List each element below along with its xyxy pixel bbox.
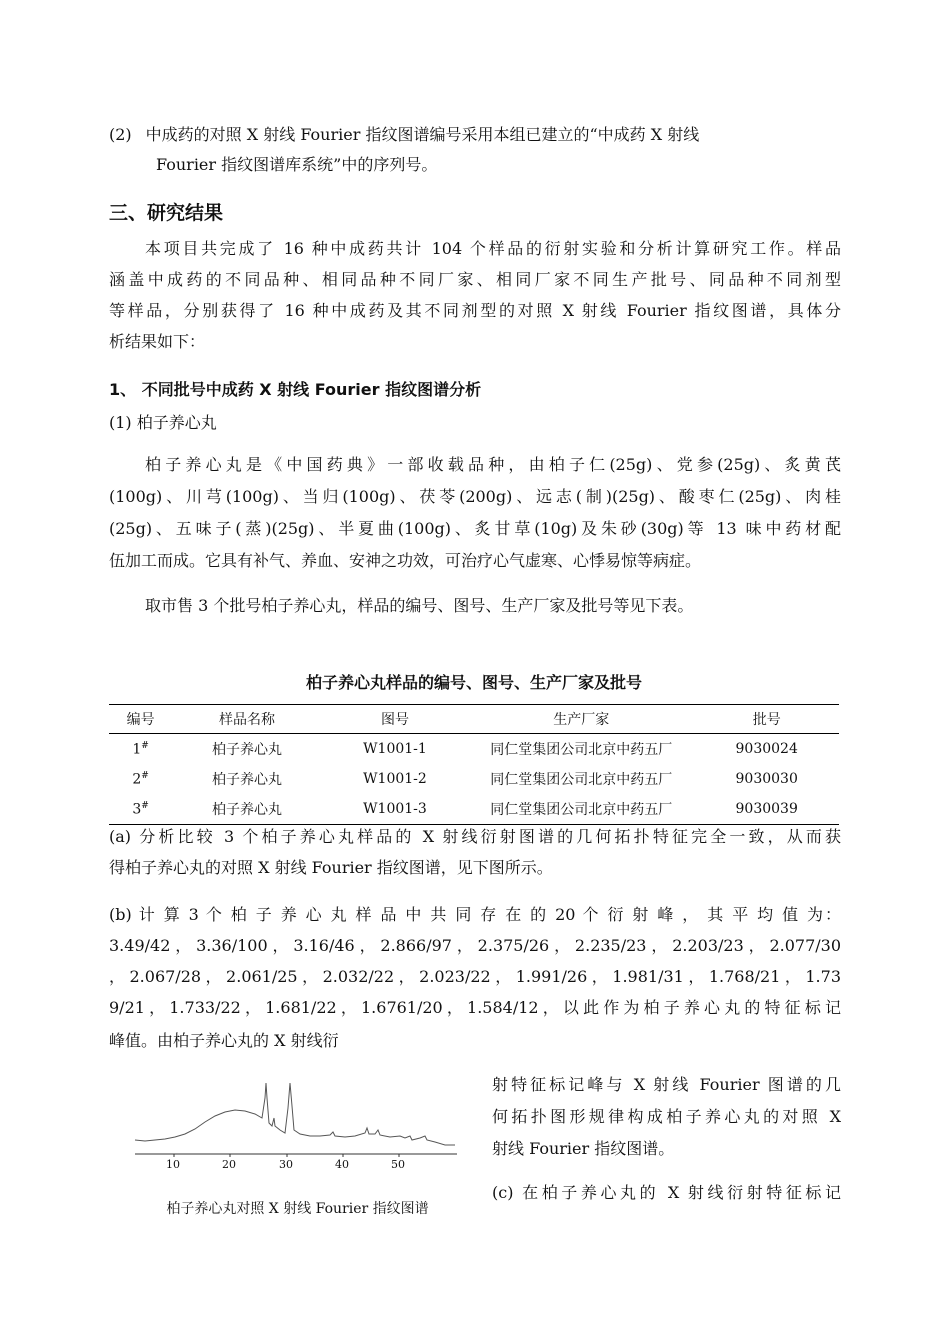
table-intro: 取市售 3 个批号柏子养心丸，样品的编号、图号、生产厂家及批号等见下表。 (145, 596, 694, 615)
item-heading: (1) 柏子养心丸 (109, 413, 217, 432)
cell-maker: 同仁堂集团公司北京中药五厂 (468, 794, 694, 825)
cell-no: 3# (109, 794, 172, 825)
cell-batch: 9030024 (735, 741, 798, 757)
xrd-figure (130, 1078, 465, 1178)
desc-line-4: 伍加工而成。它具有补气、养血、安神之功效，可治疗心气虚寒、心悸易惊等病症。 (109, 551, 702, 570)
desc-line-3: (25g)、五味子(蒸)(25g)、半夏曲(100g)、炙甘草(10g)及朱砂(30g)等 13 味中药材配 (109, 519, 841, 538)
table-row (109, 734, 839, 765)
para-a-line-2: 得柏子养心丸的对照 X 射线 Fourier 指纹图谱，见下图所示。 (109, 858, 553, 877)
header-name: 样品名称 (172, 705, 322, 734)
right-text-line-3: 射线 Fourier 指纹图谱。 (492, 1139, 675, 1158)
table-row (109, 794, 839, 825)
tick-label-50: 50 (391, 1158, 405, 1171)
section-para-line-3: 等样品，分别获得了 16 种中成药及其不同剂型的对照 X 射线 Fourier 指纹图谱，具体分 (109, 301, 841, 320)
cell-fig: W1001-3 (322, 794, 468, 825)
section-para-line-2: 涵盖中成药的不同品种、相同品种不同厂家、相同厂家不同生产批号、同品种不同剂型 (109, 270, 841, 289)
table-row (109, 764, 839, 794)
note-2-line1: (2) 中成药的对照 X 射线 Fourier 指纹图谱编号采用本组已建立的“中成药 X 射线 (109, 125, 700, 144)
para-b-line-5: 峰值。由柏子养心丸的 X 射线衍 (109, 1031, 339, 1050)
note-2-line2: Fourier 指纹图谱库系统”中的序列号。 (156, 155, 438, 174)
xrd-pattern-plot (130, 1078, 465, 1178)
para-b-line-2: 3.49/42，3.36/100，3.16/46，2.866/97，2.375/26，2.235/23，2.203/23，2.077/30 (109, 936, 842, 955)
figure-caption: 柏子养心丸对照 X 射线 Fourier 指纹图谱 (166, 1201, 429, 1217)
cell-no: 2# (132, 770, 149, 788)
header-batch: 批号 (694, 705, 839, 734)
samples-table (109, 704, 839, 825)
cell-fig: W1001-1 (363, 741, 427, 757)
table-header-row (109, 705, 839, 734)
xrd-pattern-curve (135, 1083, 455, 1145)
tick-label-40: 40 (335, 1158, 349, 1171)
section-heading: 三、研究结果 (109, 202, 224, 224)
header-no: 编号 (109, 705, 172, 734)
para-b-line-4: 9/21，1.733/22，1.681/22，1.6761/20，1.584/12，以此作为柏子养心丸的特征标记 (109, 998, 841, 1017)
desc-line-2: (100g)、川芎(100g)、当归(100g)、茯苓(200g)、远志(制)(25g)、酸枣仁(25g)、肉桂 (109, 487, 841, 506)
cell-maker: 同仁堂集团公司北京中药五厂 (490, 772, 673, 788)
cell-fig: W1001-2 (363, 771, 427, 787)
cell-batch: 9030039 (694, 794, 839, 825)
tick-label-30: 30 (279, 1158, 293, 1171)
right-text-line-2: 何拓扑图形规律构成柏子养心丸的对照 X (492, 1107, 841, 1126)
cell-no: 1# (132, 740, 149, 758)
cell-batch: 9030030 (735, 771, 798, 787)
cell-maker: 同仁堂集团公司北京中药五厂 (490, 742, 673, 758)
table-title: 柏子养心丸样品的编号、图号、生产厂家及批号 (305, 673, 642, 692)
cell-name: 柏子养心丸 (211, 742, 282, 758)
cell-name: 柏子养心丸 (211, 772, 282, 788)
tick-label-20: 20 (222, 1158, 236, 1171)
section-para-line-4: 析结果如下： (109, 332, 206, 351)
right-text-line-4: (c) 在柏子养心丸的 X 射线衍射特征标记 (492, 1183, 841, 1202)
section-para-line-1: 本项目共完成了 16 种中成药共计 104 个样品的衍射实验和分析计算研究工作。样品 (145, 239, 841, 258)
note-2-number: (2) (109, 125, 132, 144)
desc-line-1: 柏子养心丸是《中国药典》一部收载品种，由柏子仁(25g)、党参(25g)、炙黄芪 (145, 455, 841, 474)
header-fig: 图号 (322, 705, 468, 734)
subsection-heading: 1、 不同批号中成药 X 射线 Fourier 指纹图谱分析 (109, 380, 482, 399)
para-b-line-3: ，2.067/28，2.061/25，2.032/22，2.023/22，1.991/26，1.981/31，1.768/21，1.73 (109, 967, 841, 986)
cell-name: 柏子养心丸 (172, 794, 322, 825)
para-a-line-1: (a) 分析比较 3 个柏子养心丸样品的 X 射线衍射图谱的几何拓扑特征完全一致，从而获 (109, 827, 841, 846)
tick-label-10: 10 (166, 1158, 180, 1171)
right-text-line-1: 射特征标记峰与 X 射线 Fourier 图谱的几 (492, 1075, 841, 1094)
header-maker: 生产厂家 (468, 705, 694, 734)
para-b-line-1: (b) 计 算 3 个 柏 子 养 心 丸 样 品 中 共 同 存 在 的 20 个 衍 射 峰 ， 其 平 均 值 为： (109, 905, 841, 924)
